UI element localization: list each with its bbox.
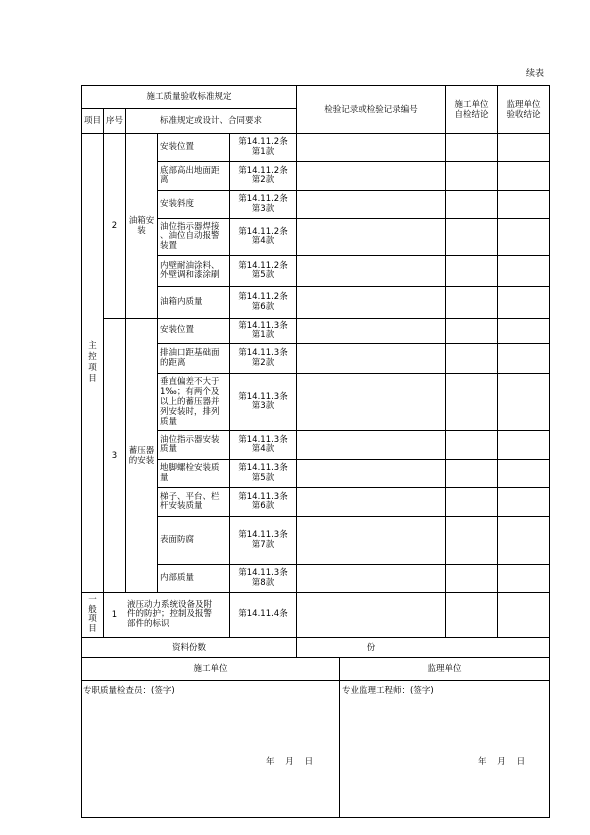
table-row-requirement: 排油口距基础面 的距离 <box>160 348 220 368</box>
supervisor-date-field: 年 月 日 <box>478 757 526 767</box>
continuation-label: 续表 <box>526 69 545 79</box>
table-row-clause: 第14.11.3条 第1款 <box>238 320 288 340</box>
table-row-clause: 第14.11.3条 第3款 <box>238 391 288 411</box>
general-seq: 1 <box>111 610 118 620</box>
supervisor-signature-field: 专业监理工程师：(签字) <box>342 686 434 696</box>
table-row-clause: 第14.11.2条 第1款 <box>238 137 288 157</box>
general-clause: 第14.11.4条 <box>238 609 288 620</box>
table-row-clause: 第14.11.3条 第7款 <box>238 530 288 550</box>
table-row-requirement: 油位指示器安装 质量 <box>160 434 220 454</box>
table-row-clause: 第14.11.2条 第4款 <box>238 226 288 246</box>
table-row-requirement: 安装位置 <box>160 141 195 152</box>
main-items-label: 主 控 项 目 <box>88 341 97 384</box>
group-seq: 3 <box>111 450 118 461</box>
general-items-label: 一 般 项 目 <box>88 595 97 634</box>
table-row-clause: 第14.11.3条 第5款 <box>238 463 288 483</box>
table-row-clause: 第14.11.3条 第6款 <box>238 491 288 511</box>
group-name: 油箱安 装 <box>128 216 155 236</box>
record-column-header: 检验记录或检验记录编号 <box>324 104 418 115</box>
table-row-requirement: 底部高出地面距 离 <box>160 165 220 185</box>
table-row-requirement: 梯子、平台、栏 杆安装质量 <box>160 491 220 511</box>
table-row-clause: 第14.11.3条 第2款 <box>238 348 288 368</box>
table-row-clause: 第14.11.2条 第6款 <box>238 292 288 312</box>
group-name: 蓄压器 的安装 <box>128 445 155 466</box>
table-row-requirement: 表面防腐 <box>160 534 195 545</box>
contractor-column-header: 施工单位 自检结论 <box>454 99 489 120</box>
supervisor-title: 监理单位 <box>427 664 462 674</box>
table-row-requirement: 安装位置 <box>160 325 195 336</box>
table-row-requirement: 油位指示器焊接 、油位自动报警 装置 <box>160 221 220 251</box>
table-row-clause: 第14.11.3条 第4款 <box>238 434 288 454</box>
table-row-requirement: 内部质量 <box>160 572 195 583</box>
docs-count-label: 资料份数 <box>171 642 206 653</box>
table-row-clause: 第14.11.3条 第8款 <box>238 568 288 588</box>
table-row-clause: 第14.11.2条 第5款 <box>238 260 288 280</box>
supervisor-column-header: 监理单位 验收结论 <box>506 99 541 120</box>
table-row-clause: 第14.11.2条 第3款 <box>238 194 288 214</box>
table-row-requirement: 安装斜度 <box>160 198 195 209</box>
item-column-header: 项目 <box>83 116 101 126</box>
contractor-date-field: 年 月 日 <box>266 757 314 767</box>
general-requirement: 液压动力系统设备及附 件的防护；控制及报警 部件的标识 <box>127 599 213 629</box>
table-row-requirement: 地脚螺栓安装质 量 <box>160 463 220 483</box>
requirement-column-header: 标准规定或设计、合同要求 <box>159 116 262 126</box>
table-row-requirement: 油箱内质量 <box>160 296 203 307</box>
docs-count-unit: 份 <box>366 642 376 653</box>
table-row-clause: 第14.11.2条 第2款 <box>238 165 288 185</box>
contractor-signature-field: 专职质量检查员：(签字) <box>83 686 175 696</box>
table-row-requirement: 内壁耐油涂料、 外壁调和漆涂刷 <box>160 260 220 280</box>
seq-column-header: 序号 <box>105 116 123 126</box>
group-seq: 2 <box>111 221 118 231</box>
contractor-title: 施工单位 <box>193 664 228 674</box>
standard-group-header: 施工质量验收标准规定 <box>146 92 232 102</box>
table-row-requirement: 垂直偏差不大于 1‰；有两个及 以上的蓄压器并 列安装时，排列 质量 <box>160 377 220 427</box>
